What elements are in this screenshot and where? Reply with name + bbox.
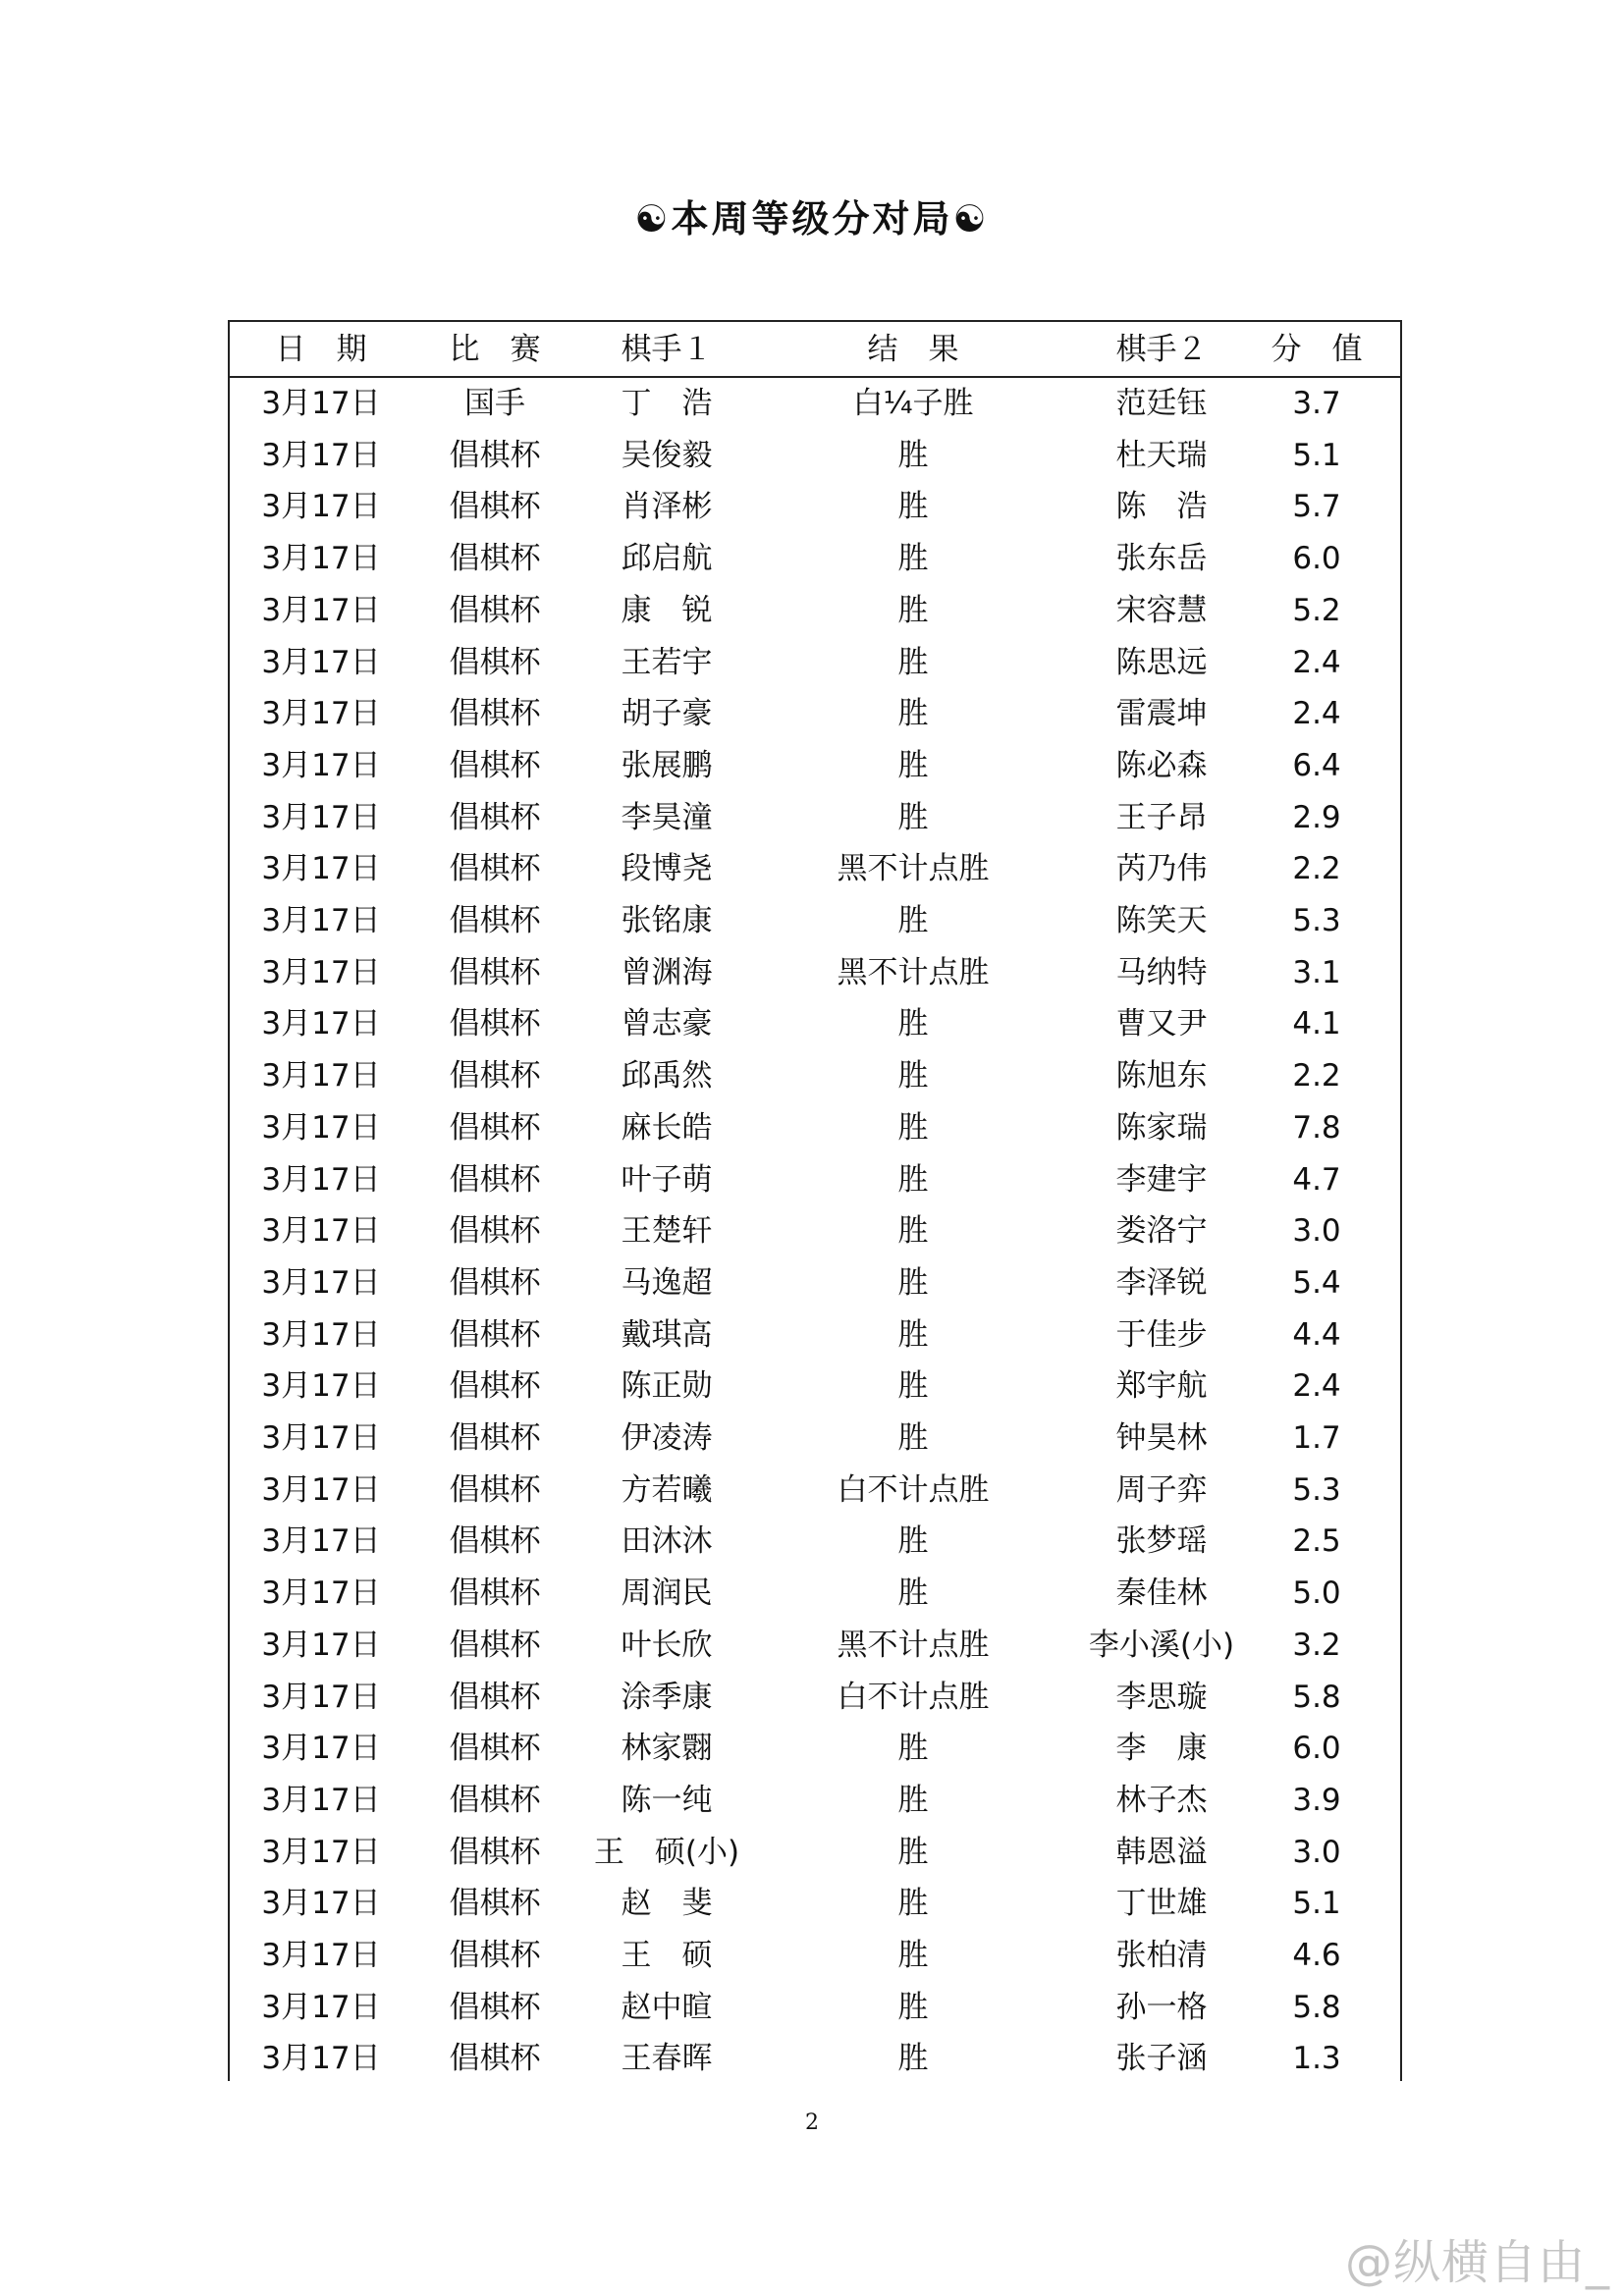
table-row: [230, 1672, 1400, 1724]
cell-player2: 钟昊林: [1115, 1420, 1208, 1456]
cell-date: 3月17日: [261, 592, 381, 628]
table-row: [230, 1102, 1400, 1154]
table-row: [230, 637, 1400, 689]
cell-score: 3.0: [1292, 1834, 1341, 1870]
table-row: [230, 740, 1400, 792]
cell-player1: 胡子豪: [621, 696, 713, 732]
cell-result: 胜: [897, 1264, 929, 1301]
cell-player2: 娄洛宁: [1115, 1213, 1208, 1250]
cell-player2: 丁世雄: [1115, 1886, 1208, 1922]
cell-date: 3月17日: [261, 696, 381, 732]
cell-player1: 肖泽彬: [621, 489, 713, 525]
cell-result: 胜: [897, 592, 929, 628]
games-table: [228, 320, 1402, 2081]
cell-result: 黑不计点胜: [837, 954, 990, 990]
cell-event: 倡棋杯: [449, 1471, 541, 1508]
cell-score: 2.4: [1292, 696, 1341, 732]
cell-score: 2.4: [1292, 1368, 1341, 1405]
cell-player2: 张子涵: [1115, 2041, 1208, 2077]
cell-player2: 陈家瑞: [1115, 1109, 1208, 1146]
cell-event: 倡棋杯: [449, 1679, 541, 1715]
table-row: [230, 533, 1400, 585]
table-row: [230, 378, 1400, 430]
cell-player1: 曾渊海: [621, 954, 713, 990]
cell-date: 3月17日: [261, 747, 381, 783]
cell-date: 3月17日: [261, 1834, 381, 1870]
cell-event: 倡棋杯: [449, 541, 541, 577]
table-row: [230, 895, 1400, 947]
table-row: [230, 1568, 1400, 1620]
cell-player2: 陈旭东: [1115, 1058, 1208, 1095]
cell-player1: 伊凌涛: [621, 1420, 713, 1456]
table-row: [230, 1205, 1400, 1257]
cell-player1: 曾志豪: [621, 1006, 713, 1042]
cell-date: 3月17日: [261, 1213, 381, 1250]
cell-result: 胜: [897, 541, 929, 577]
cell-date: 3月17日: [261, 1575, 381, 1612]
column-header-date: 日 期: [275, 332, 367, 367]
cell-result: 胜: [897, 437, 929, 473]
cell-event: 倡棋杯: [449, 1420, 541, 1456]
table-row: [230, 843, 1400, 895]
cell-score: 5.0: [1292, 1575, 1341, 1612]
cell-result: 胜: [897, 1731, 929, 1767]
table-row: [230, 1257, 1400, 1309]
table-row: [230, 792, 1400, 844]
cell-result: 胜: [897, 799, 929, 835]
cell-date: 3月17日: [261, 1316, 381, 1353]
cell-date: 3月17日: [261, 1420, 381, 1456]
cell-player2: 李小溪(小): [1088, 1627, 1235, 1663]
cell-date: 3月17日: [261, 1989, 381, 2025]
cell-date: 3月17日: [261, 1006, 381, 1042]
table-row: [230, 688, 1400, 740]
cell-event: 倡棋杯: [449, 1523, 541, 1560]
cell-result: 胜: [897, 644, 929, 680]
cell-score: 5.8: [1292, 1989, 1341, 2025]
cell-score: 6.0: [1292, 541, 1341, 577]
cell-player1: 林家翾: [621, 1731, 713, 1767]
cell-date: 3月17日: [261, 1782, 381, 1818]
cell-date: 3月17日: [261, 386, 381, 421]
cell-score: 5.1: [1292, 437, 1341, 473]
cell-score: 5.3: [1292, 903, 1341, 938]
cell-event: 倡棋杯: [449, 644, 541, 680]
cell-result: 黑不计点胜: [837, 851, 990, 887]
cell-player1: 邱启航: [621, 541, 713, 577]
table-row: [230, 1878, 1400, 1930]
table-row: [230, 585, 1400, 637]
column-header-player1: 棋手１: [621, 332, 713, 367]
cell-score: 6.0: [1292, 1731, 1341, 1767]
cell-player2: 李泽锐: [1115, 1264, 1208, 1301]
table-row: [230, 1930, 1400, 1982]
cell-date: 3月17日: [261, 437, 381, 473]
cell-player2: 雷震坤: [1115, 696, 1208, 732]
cell-date: 3月17日: [261, 2041, 381, 2077]
cell-score: 5.4: [1292, 1264, 1341, 1301]
cell-date: 3月17日: [261, 851, 381, 887]
table-row: [230, 1827, 1400, 1879]
cell-event: 倡棋杯: [449, 489, 541, 525]
cell-player2: 宋容慧: [1115, 592, 1208, 628]
table-row: [230, 1050, 1400, 1102]
cell-player1: 王楚轩: [621, 1213, 713, 1250]
cell-event: 倡棋杯: [449, 1886, 541, 1922]
cell-player1: 李昊潼: [621, 799, 713, 835]
table-row: [230, 1723, 1400, 1775]
cell-player1: 张展鹏: [621, 747, 713, 783]
cell-player2: 王子昂: [1115, 799, 1208, 835]
table-row: [230, 1361, 1400, 1413]
cell-date: 3月17日: [261, 1627, 381, 1663]
cell-event: 倡棋杯: [449, 1368, 541, 1405]
cell-event: 倡棋杯: [449, 1782, 541, 1818]
cell-event: 倡棋杯: [449, 1989, 541, 2025]
table-row: [230, 430, 1400, 482]
cell-player1: 戴琪高: [621, 1316, 713, 1353]
cell-event: 倡棋杯: [449, 903, 541, 938]
cell-event: 倡棋杯: [449, 1161, 541, 1198]
cell-result: 胜: [897, 1368, 929, 1405]
column-header-player2: 棋手２: [1115, 332, 1208, 367]
cell-score: 1.7: [1292, 1420, 1341, 1456]
cell-result: 胜: [897, 1213, 929, 1250]
cell-player2: 陈笑天: [1115, 903, 1208, 938]
cell-player1: 叶子萌: [621, 1161, 713, 1198]
cell-event: 倡棋杯: [449, 437, 541, 473]
cell-event: 倡棋杯: [449, 1731, 541, 1767]
cell-score: 5.2: [1292, 592, 1341, 628]
cell-date: 3月17日: [261, 644, 381, 680]
cell-score: 5.3: [1292, 1471, 1341, 1508]
cell-player2: 马纳特: [1115, 954, 1208, 990]
cell-score: 5.1: [1292, 1886, 1341, 1922]
cell-date: 3月17日: [261, 799, 381, 835]
column-header-score: 分 值: [1271, 332, 1363, 367]
cell-player2: 陈必森: [1115, 747, 1208, 783]
cell-player2: 孙一格: [1115, 1989, 1208, 2025]
cell-score: 2.9: [1292, 799, 1341, 835]
cell-player1: 陈正勋: [621, 1368, 713, 1405]
cell-player2: 郑宇航: [1115, 1368, 1208, 1405]
cell-event: 国手: [464, 386, 525, 421]
cell-date: 3月17日: [261, 1731, 381, 1767]
cell-event: 倡棋杯: [449, 1834, 541, 1870]
cell-date: 3月17日: [261, 489, 381, 525]
cell-result: 胜: [897, 903, 929, 938]
cell-score: 2.2: [1292, 851, 1341, 887]
cell-player2: 于佳步: [1115, 1316, 1208, 1353]
cell-player2: 陈思远: [1115, 644, 1208, 680]
cell-date: 3月17日: [261, 1886, 381, 1922]
table-row: [230, 2033, 1400, 2085]
cell-date: 3月17日: [261, 1523, 381, 1560]
cell-score: 5.7: [1292, 489, 1341, 525]
cell-player2: 张柏清: [1115, 1938, 1208, 1973]
cell-score: 3.0: [1292, 1213, 1341, 1250]
cell-result: 胜: [897, 1886, 929, 1922]
cell-result: 胜: [897, 489, 929, 525]
cell-event: 倡棋杯: [449, 1109, 541, 1146]
cell-event: 倡棋杯: [449, 799, 541, 835]
cell-date: 3月17日: [261, 903, 381, 938]
cell-result: 胜: [897, 1575, 929, 1612]
cell-date: 3月17日: [261, 1471, 381, 1508]
cell-score: 4.7: [1292, 1161, 1341, 1198]
cell-event: 倡棋杯: [449, 1316, 541, 1353]
column-header-event: 比 赛: [449, 332, 541, 367]
table-header: [230, 322, 1400, 378]
cell-player2: 李思璇: [1115, 1679, 1208, 1715]
cell-result: 白不计点胜: [837, 1471, 990, 1508]
cell-result: 黑不计点胜: [837, 1627, 990, 1663]
cell-result: 胜: [897, 1420, 929, 1456]
cell-result: 胜: [897, 1834, 929, 1870]
cell-player1: 邱禹然: [621, 1058, 713, 1095]
table-row: [230, 1516, 1400, 1568]
cell-player2: 芮乃伟: [1115, 851, 1208, 887]
cell-player1: 陈一纯: [621, 1782, 713, 1818]
cell-score: 1.3: [1292, 2041, 1341, 2077]
cell-event: 倡棋杯: [449, 1264, 541, 1301]
cell-score: 3.1: [1292, 954, 1341, 990]
table-row: [230, 1620, 1400, 1672]
cell-date: 3月17日: [261, 541, 381, 577]
cell-player1: 田沐沐: [621, 1523, 713, 1560]
cell-player2: 杜天瑞: [1115, 437, 1208, 473]
cell-result: 胜: [897, 1938, 929, 1973]
cell-event: 倡棋杯: [449, 954, 541, 990]
cell-date: 3月17日: [261, 1109, 381, 1146]
cell-event: 倡棋杯: [449, 696, 541, 732]
cell-player2: 李 康: [1115, 1731, 1208, 1767]
cell-player1: 王若宇: [621, 644, 713, 680]
cell-player1: 吴俊毅: [621, 437, 713, 473]
cell-score: 3.2: [1292, 1627, 1341, 1663]
cell-date: 3月17日: [261, 1264, 381, 1301]
cell-score: 3.7: [1292, 386, 1341, 421]
cell-player1: 段博尧: [621, 851, 713, 887]
cell-player1: 赵中暄: [621, 1989, 713, 2025]
cell-player1: 马逸超: [621, 1264, 713, 1301]
cell-result: 胜: [897, 1316, 929, 1353]
cell-result: 胜: [897, 696, 929, 732]
cell-player1: 王春晖: [621, 2041, 713, 2077]
cell-player1: 康 锐: [621, 592, 713, 628]
cell-result: 胜: [897, 1109, 929, 1146]
cell-score: 6.4: [1292, 747, 1341, 783]
cell-result: 胜: [897, 2041, 929, 2077]
cell-player1: 叶长欣: [621, 1627, 713, 1663]
cell-player1: 涂季康: [621, 1679, 713, 1715]
table-row: [230, 1309, 1400, 1362]
cell-player2: 秦佳林: [1115, 1575, 1208, 1612]
cell-player2: 李建宇: [1115, 1161, 1208, 1198]
cell-player2: 张梦瑶: [1115, 1523, 1208, 1560]
cell-score: 4.6: [1292, 1938, 1341, 1973]
cell-event: 倡棋杯: [449, 747, 541, 783]
table-row: [230, 1154, 1400, 1206]
cell-player1: 麻长皓: [621, 1109, 713, 1146]
table-row: [230, 481, 1400, 533]
page-number: 2: [805, 2110, 819, 2135]
cell-player2: 林子杰: [1115, 1782, 1208, 1818]
cell-event: 倡棋杯: [449, 1006, 541, 1042]
cell-date: 3月17日: [261, 954, 381, 990]
cell-result: 胜: [897, 1161, 929, 1198]
cell-player1: 周润民: [621, 1575, 713, 1612]
cell-score: 2.5: [1292, 1523, 1341, 1560]
cell-event: 倡棋杯: [449, 1058, 541, 1095]
table-row: [230, 1465, 1400, 1517]
cell-score: 5.8: [1292, 1679, 1341, 1715]
cell-player2: 张东岳: [1115, 541, 1208, 577]
cell-event: 倡棋杯: [449, 851, 541, 887]
cell-date: 3月17日: [261, 1679, 381, 1715]
cell-player1: 王 硕: [621, 1938, 713, 1973]
cell-date: 3月17日: [261, 1368, 381, 1405]
cell-event: 倡棋杯: [449, 1627, 541, 1663]
cell-player2: 范廷钰: [1115, 386, 1208, 421]
cell-player1: 赵 斐: [621, 1886, 713, 1922]
table-row: [230, 998, 1400, 1050]
cell-score: 7.8: [1292, 1109, 1341, 1146]
cell-result: 胜: [897, 1523, 929, 1560]
cell-result: 胜: [897, 1058, 929, 1095]
cell-event: 倡棋杯: [449, 2041, 541, 2077]
cell-result: 白¼子胜: [852, 386, 974, 421]
cell-player1: 张铭康: [621, 903, 713, 938]
cell-player1: 方若曦: [621, 1471, 713, 1508]
cell-player2: 韩恩溢: [1115, 1834, 1208, 1870]
cell-result: 胜: [897, 1989, 929, 2025]
cell-score: 2.2: [1292, 1058, 1341, 1095]
cell-event: 倡棋杯: [449, 1575, 541, 1612]
table-row: [230, 947, 1400, 999]
cell-score: 4.1: [1292, 1006, 1341, 1042]
cell-player2: 曹又尹: [1115, 1006, 1208, 1042]
cell-score: 2.4: [1292, 644, 1341, 680]
cell-event: 倡棋杯: [449, 592, 541, 628]
cell-date: 3月17日: [261, 1938, 381, 1973]
cell-player1: 丁 浩: [621, 386, 713, 421]
watermark: @纵横自由_: [1344, 2235, 1610, 2290]
page-title: ☯本周等级分对局☯: [634, 197, 990, 240]
cell-event: 倡棋杯: [449, 1213, 541, 1250]
table-row: [230, 1775, 1400, 1827]
cell-player1: 王 硕(小): [593, 1834, 740, 1870]
column-header-result: 结 果: [867, 332, 959, 367]
cell-player2: 陈 浩: [1115, 489, 1208, 525]
table-row: [230, 1413, 1400, 1465]
cell-score: 4.4: [1292, 1316, 1341, 1353]
cell-player2: 周子弈: [1115, 1471, 1208, 1508]
cell-result: 胜: [897, 747, 929, 783]
cell-date: 3月17日: [261, 1161, 381, 1198]
cell-score: 3.9: [1292, 1782, 1341, 1818]
cell-result: 白不计点胜: [837, 1679, 990, 1715]
cell-event: 倡棋杯: [449, 1938, 541, 1973]
cell-result: 胜: [897, 1006, 929, 1042]
table-row: [230, 1982, 1400, 2034]
cell-result: 胜: [897, 1782, 929, 1818]
cell-date: 3月17日: [261, 1058, 381, 1095]
